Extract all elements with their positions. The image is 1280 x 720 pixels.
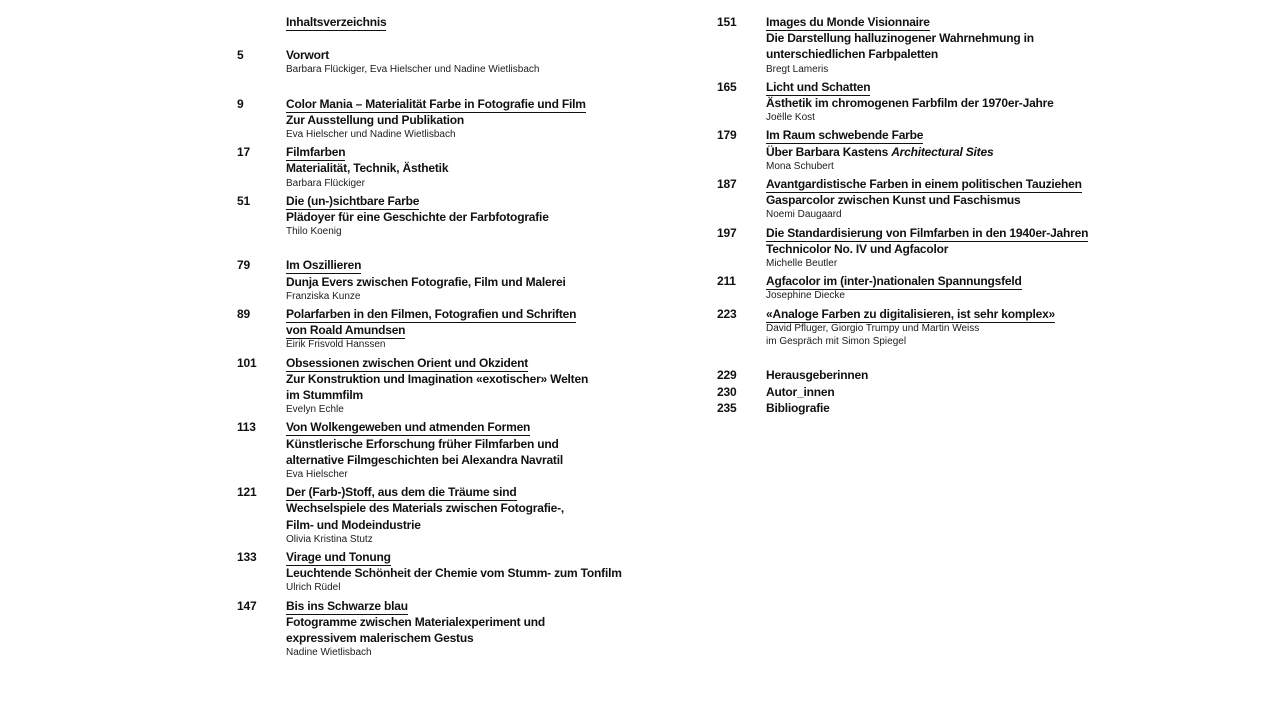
- page-number: 51: [237, 193, 250, 208]
- entry-author-line: Michelle Beutler: [766, 257, 838, 269]
- entry-title-text: Agfacolor im (inter-)nationalen Spannungsfeld: [766, 274, 1022, 289]
- entry-authors: [286, 403, 715, 417]
- entry-author-line: Thilo Koenig: [286, 226, 342, 238]
- entry-author-line: Mona Schubert: [766, 160, 834, 172]
- entry-body: [286, 47, 715, 79]
- toc-column-left: [237, 14, 715, 662]
- entry-title: Bibliografie: [766, 400, 830, 415]
- page-number: 179: [717, 128, 737, 143]
- entry-subtitle: Künstlerische Erforschung früher Filmfarben und: [286, 436, 559, 451]
- toc-entries-left: [237, 47, 715, 662]
- toc-entry: [717, 306, 1237, 352]
- toc-entry: [717, 14, 1237, 79]
- entry-authors: [766, 160, 1237, 174]
- toc-entry: [237, 355, 715, 420]
- page-number: 211: [717, 274, 736, 289]
- entry-body: [766, 400, 1237, 416]
- page-number: 235: [717, 400, 737, 415]
- toc-entry: [237, 549, 715, 598]
- entry-author-line: Joëlle Kost: [766, 112, 815, 124]
- entry-authors: [766, 63, 1237, 77]
- entry-authors: [286, 533, 715, 547]
- page-number: 79: [237, 258, 250, 273]
- entry-title-text: Polarfarben in den Filmen, Fotografien und Schriften: [286, 306, 577, 321]
- entry-body: [286, 549, 715, 598]
- entry-body: [766, 367, 1237, 383]
- toc-entry: [237, 306, 715, 355]
- entry-title-text: Die (un-)sichtbare Farbe: [286, 193, 420, 208]
- entry-author-line: Olivia Kristina Stutz: [286, 533, 373, 545]
- entry-authors: [286, 225, 715, 239]
- entry-title-text: Der (Farb-)Stoff, aus dem die Träume sind: [286, 485, 517, 500]
- entry-subtitle: Zur Konstruktion und Imagination «exotischer» Welten: [286, 371, 589, 386]
- entry-title: [286, 549, 715, 565]
- entry-body: [286, 257, 715, 306]
- entry-authors: [766, 111, 1237, 125]
- entry-title-text: Virage und Tonung: [286, 549, 391, 564]
- toc-entry: [717, 273, 1237, 305]
- entry-subtitle: Die Darstellung halluzinogener Wahrnehmung in: [766, 31, 1034, 46]
- entry-subtitle: Dunja Evers zwischen Fotografie, Film und Malerei: [286, 274, 566, 289]
- entry-subtitle: Gasparcolor zwischen Kunst und Faschismus: [766, 193, 1021, 208]
- entry-authors: [286, 646, 715, 660]
- entry-title-text: Bis ins Schwarze blau: [286, 598, 408, 613]
- page-number: 113: [237, 420, 256, 435]
- entry-subtitle: Plädoyer für eine Geschichte der Farbfotografie: [286, 209, 549, 224]
- entry-author-line: Evelyn Echle: [286, 404, 344, 416]
- entry-title: [286, 419, 715, 435]
- entry-title-text: Filmfarben: [286, 145, 346, 160]
- entry-title: [286, 144, 715, 160]
- entry-body: [286, 96, 715, 145]
- toc-entries-right: [717, 14, 1237, 416]
- entry-body: [286, 144, 715, 193]
- entry-title: [286, 306, 715, 322]
- entry-title: [286, 322, 715, 338]
- toc-entry: [237, 47, 715, 79]
- page-number: 121: [237, 485, 257, 500]
- page-number: 165: [717, 79, 737, 94]
- entry-subtitle: Technicolor No. IV und Agfacolor: [766, 241, 949, 256]
- toc-entry: [717, 127, 1237, 176]
- entry-subtitle: alternative Filmgeschichten bei Alexandra Navratil: [286, 452, 563, 467]
- entry-author-line: Barbara Flückiger, Eva Hielscher und Nadine Wietlisbach: [286, 64, 540, 76]
- entry-subtitle: Über Barbara Kastens Architectural Sites: [766, 144, 994, 159]
- entry-subtitle: im Stummfilm: [286, 387, 363, 402]
- entry-author-line: Eva Hielscher: [286, 468, 348, 480]
- toc-entry: [717, 225, 1237, 274]
- entry-body: [766, 79, 1237, 128]
- page-number: 101: [237, 355, 257, 370]
- entry-body: [766, 225, 1237, 274]
- entry-title: [286, 193, 715, 209]
- toc-heading-text: Inhaltsverzeichnis: [286, 15, 387, 29]
- entry-subtitle: Zur Ausstellung und Publikation: [286, 112, 465, 127]
- entry-body: [766, 273, 1237, 305]
- entry-author-line: Eirik Frisvold Hanssen: [286, 339, 386, 351]
- entry-body: [286, 598, 715, 663]
- entry-author-line: Barbara Flückiger: [286, 177, 365, 189]
- toc-entry: [717, 367, 1237, 383]
- entry-body: [286, 419, 715, 484]
- toc-entry: [237, 144, 715, 193]
- entry-title: [766, 79, 1237, 95]
- toc-entry: [717, 79, 1237, 128]
- entry-body: [286, 306, 715, 355]
- entry-title-text: Images du Monde Visionnaire: [766, 15, 930, 29]
- entry-body: [286, 355, 715, 420]
- toc-entry: [237, 257, 715, 306]
- page-number: 147: [237, 598, 257, 613]
- toc-heading: [286, 14, 715, 30]
- entry-body: [766, 306, 1237, 352]
- entry-body: [766, 384, 1237, 400]
- entry-body: [766, 127, 1237, 176]
- entry-title: [766, 273, 1237, 289]
- entry-authors: [286, 581, 715, 595]
- page-number: 223: [717, 306, 737, 321]
- entry-title: [286, 484, 715, 500]
- entry-subtitle: unterschiedlichen Farbpaletten: [766, 47, 939, 62]
- toc-entry: [237, 193, 715, 242]
- entry-authors: [286, 338, 715, 352]
- entry-author-line: Eva Hielscher und Nadine Wietlisbach: [286, 129, 456, 140]
- page-number: 133: [237, 549, 257, 564]
- entry-authors: [286, 290, 715, 304]
- entry-author-line: Bregt Lameris: [766, 63, 829, 75]
- entry-author-line: Noemi Daugaard: [766, 209, 842, 221]
- entry-author-line: David Pfluger, Giorgio Trumpy und Martin Weiss: [766, 322, 980, 334]
- entry-title-text: Die Standardisierung von Filmfarben in den 1940er-Jahren: [766, 225, 1089, 240]
- toc-entry: [237, 419, 715, 484]
- entry-title: [766, 306, 1237, 322]
- entry-body: [766, 14, 1237, 79]
- entry-subtitle: Materialität, Technik, Ästhetik: [286, 161, 449, 176]
- page-number: 230: [717, 384, 737, 399]
- page-number: 9: [237, 96, 244, 111]
- toc-entry: [237, 96, 715, 145]
- entry-title-text: Color Mania – Materialität Farbe in Fotografie und Film: [286, 96, 586, 111]
- page-number: 229: [717, 368, 737, 383]
- entry-title: [286, 598, 715, 614]
- entry-title: [766, 14, 1237, 30]
- entry-authors: [766, 322, 1237, 349]
- page-number: 151: [717, 15, 737, 29]
- toc-entry: [717, 400, 1237, 416]
- entry-title: [286, 257, 715, 273]
- entry-title-text: Von Wolkengeweben und atmenden Formen: [286, 420, 531, 435]
- entry-subtitle: Leuchtende Schönheit der Chemie vom Stumm- zum Tonfilm: [286, 566, 622, 581]
- entry-title: Vorwort: [286, 48, 330, 63]
- entry-title-text: «Analoge Farben zu digitalisieren, ist sehr komplex»: [766, 306, 1056, 321]
- entry-subtitle: Fotogramme zwischen Materialexperiment und: [286, 614, 545, 629]
- entry-title: [766, 225, 1237, 241]
- entry-title-text: Obsessionen zwischen Orient und Okzident: [286, 355, 529, 370]
- page-number: 89: [237, 306, 250, 321]
- entry-title: [286, 96, 715, 112]
- entry-subtitle: Wechselspiele des Materials zwischen Fotografie-,: [286, 501, 565, 516]
- entry-author-line: Josephine Diecke: [766, 290, 845, 302]
- entry-title-text: Avantgardistische Farben in einem politischen Tauziehen: [766, 176, 1082, 191]
- entry-title-text: Licht und Schatten: [766, 79, 871, 94]
- toc-entry: [717, 176, 1237, 225]
- page-number: 197: [717, 225, 737, 240]
- entry-title-text: Im Oszillieren: [286, 258, 362, 273]
- toc-entry: [237, 484, 715, 549]
- entry-authors: [766, 289, 1237, 303]
- entry-title: Autor_innen: [766, 384, 835, 399]
- entry-author-line: Franziska Kunze: [286, 290, 361, 302]
- entry-author-line: Ulrich Rüdel: [286, 582, 341, 594]
- entry-body: [286, 193, 715, 242]
- page-number: 17: [237, 145, 250, 160]
- entry-body: [286, 484, 715, 549]
- entry-authors: [286, 177, 715, 191]
- entry-title-text: Im Raum schwebende Farbe: [766, 128, 924, 143]
- toc-entry: [237, 598, 715, 663]
- entry-authors: [286, 468, 715, 482]
- toc-entry: [717, 384, 1237, 400]
- entry-author-line: Nadine Wietlisbach: [286, 647, 372, 659]
- entry-subtitle: expressivem malerischem Gestus: [286, 630, 474, 645]
- entry-title: [766, 176, 1237, 192]
- entry-author-line: im Gespräch mit Simon Spiegel: [766, 336, 907, 348]
- entry-title: [286, 355, 715, 371]
- entry-subtitle: Ästhetik im chromogenen Farbfilm der 1970er-Jahre: [766, 96, 1054, 110]
- entry-authors: [286, 63, 715, 77]
- entry-authors: [766, 208, 1237, 222]
- entry-authors: [766, 257, 1237, 271]
- entry-body: [766, 176, 1237, 225]
- page-number: 5: [237, 48, 244, 63]
- entry-authors: [286, 128, 715, 142]
- entry-subtitle: Film- und Modeindustrie: [286, 517, 421, 532]
- toc-column-right: [717, 14, 1237, 416]
- entry-title: Herausgeberinnen: [766, 368, 869, 383]
- entry-title-text: von Roald Amundsen: [286, 323, 406, 338]
- page-number: 187: [717, 176, 737, 191]
- entry-title: [766, 127, 1237, 143]
